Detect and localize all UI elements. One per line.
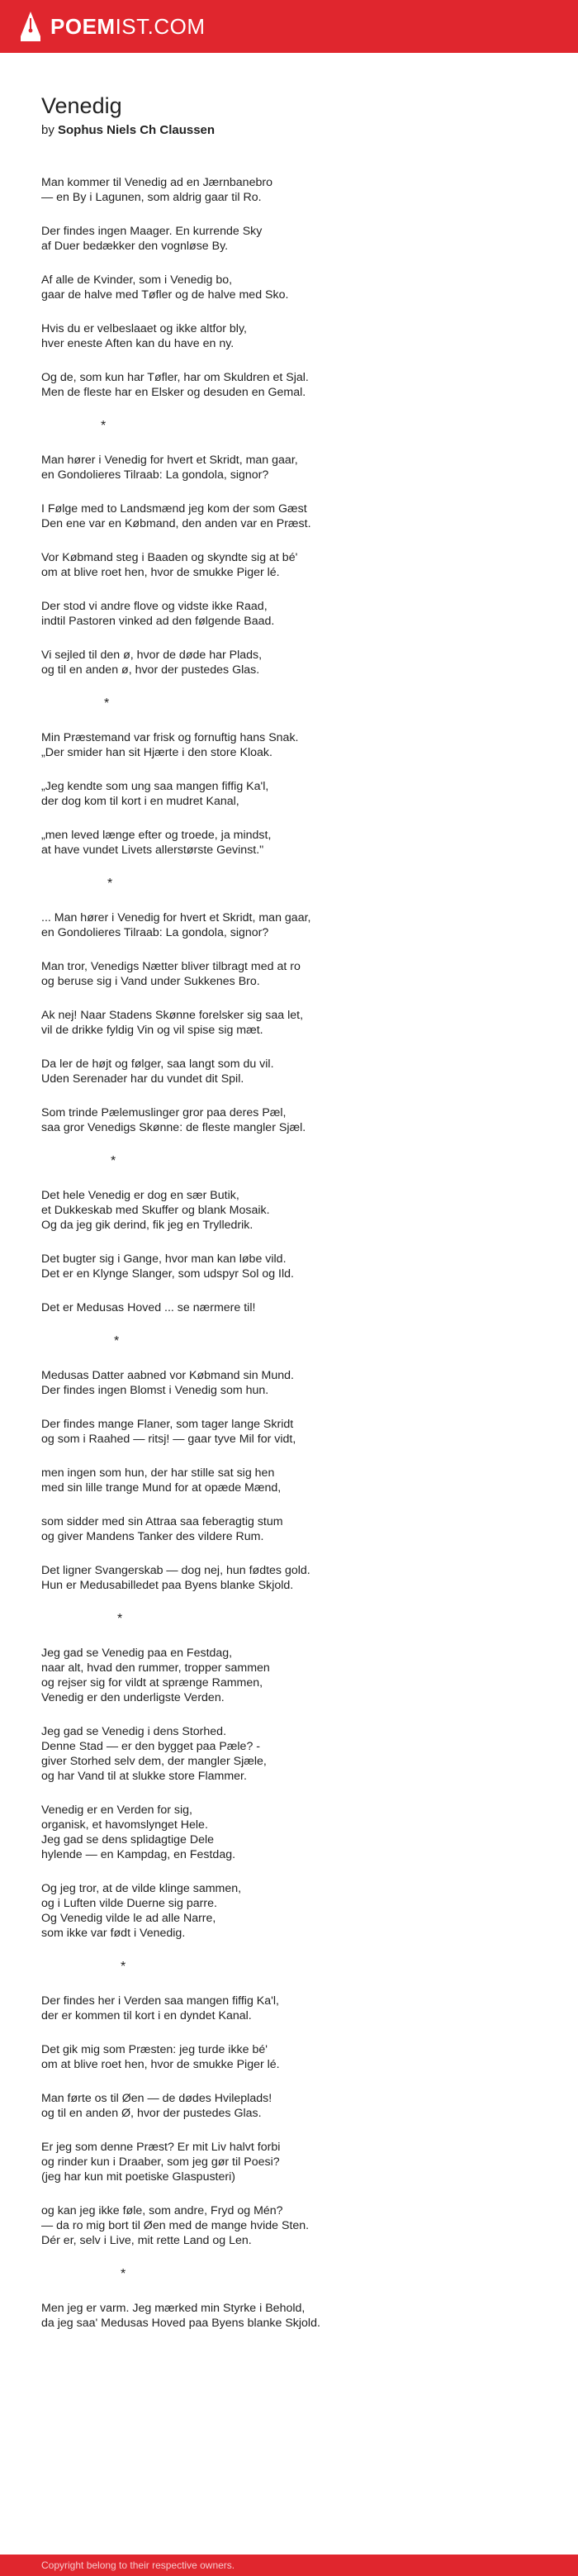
poem-line: og i Luften vilde Duerne sig parre.	[41, 1897, 217, 1910]
section-divider: *	[117, 1612, 123, 1626]
stanza	[41, 2091, 537, 2121]
poem-line: Der findes ingen Blomst i Venedig som hun.	[41, 1384, 269, 1397]
poem-line: hver eneste Aften kan du have en ny.	[41, 337, 235, 350]
poem-line: Da ler de højt og følger, saa langt som du vil.	[41, 1057, 274, 1071]
stanza	[41, 1514, 537, 1544]
poem-line: og har Vand til at slukke store Flammer.	[41, 1770, 247, 1783]
poem-line: „Der smider han sit Hjærte i den store Kloak.	[41, 746, 272, 759]
poem-line: Det er Medusas Hoved ... se nærmere til!	[41, 1301, 256, 1314]
poem-line: og som i Raahed — ritsj! — gaar tyve Mil for vidt,	[41, 1433, 296, 1446]
poem-line: Jeg gad se Venedig i dens Storhed.	[41, 1725, 227, 1738]
poem-line: — da ro mig bort til Øen med de mange hvide Sten.	[41, 2219, 310, 2232]
byline	[41, 122, 537, 139]
site-header	[0, 0, 578, 53]
poem-line: af Duer bedækker den vognløse By.	[41, 240, 229, 253]
poem-line: med sin lille trange Mund for at opæde Mænd,	[41, 1481, 282, 1495]
stanza	[41, 1105, 537, 1135]
poem-line: som ikke var født i Venedig.	[41, 1927, 186, 1940]
poem-line: Der stod vi andre flove og vidste ikke Raad,	[41, 600, 268, 613]
stanza	[41, 959, 537, 989]
poem-line: Hun er Medusabilledet paa Byens blanke Skjold.	[41, 1579, 294, 1592]
stanza	[41, 2042, 537, 2072]
poem-line: Venedig er en Verden for sig,	[41, 1804, 192, 1817]
stanza	[41, 2140, 537, 2184]
poem-line: og til en anden Ø, hvor der pustedes Glas.	[41, 2107, 262, 2120]
poem-line: Ak nej! Naar Stadens Skønne forelsker sig saa let,	[41, 1009, 304, 1022]
stanza	[41, 910, 537, 940]
stanza	[41, 321, 537, 351]
logo-bold-text: POEM	[50, 14, 116, 39]
stanza	[41, 1252, 537, 1281]
poem-line: om at blive roet hen, hvor de smukke Piger lé.	[41, 2058, 280, 2071]
poem-line: vil de drikke fyldig Vin og vil spise sig mæt.	[41, 1024, 263, 1037]
poem-line: Man hører i Venedig for hvert et Skridt, man gaar,	[41, 454, 298, 467]
poem-line: indtil Pastoren vinked ad den følgende Baad.	[41, 615, 275, 628]
poem-line: og rinder kun i Draaber, som jeg gør til Poesi?	[41, 2155, 280, 2169]
poem-line: Af alle de Kvinder, som i Venedig bo,	[41, 273, 233, 287]
poem-line: Der findes mange Flaner, som tager lange Skridt	[41, 1418, 294, 1431]
poem-line: ... Man hører i Venedig for hvert et Skridt, man gaar,	[41, 911, 311, 924]
stanza	[41, 273, 537, 302]
poem-line: en Gondolieres Tilraab: La gondola, signor?	[41, 926, 269, 939]
poem-line: — en By i Lagunen, som aldrig gaar til Ro.	[41, 191, 262, 204]
stanza	[41, 1646, 537, 1705]
poem-line: Og Venedig vilde le ad alle Narre,	[41, 1912, 216, 1925]
poem-line: en Gondolieres Tilraab: La gondola, signor?	[41, 468, 269, 482]
poem-line: Det gik mig som Præsten: jeg turde ikke bé'	[41, 2043, 268, 2056]
poem-line: og giver Mandens Tanker des vildere Rum.	[41, 1530, 264, 1543]
stanza	[41, 828, 537, 858]
poem-line: Men de fleste har en Elsker og desuden en Gemal.	[41, 386, 306, 399]
poem-line: Det er en Klynge Slanger, som udspyr Sol og Ild.	[41, 1267, 294, 1281]
stanza	[41, 501, 537, 531]
poem-line: Uden Serenader har du vundet dit Spil.	[41, 1072, 244, 1086]
poem-content	[41, 93, 537, 2350]
poem-line: Vor Købmand steg i Baaden og skyndte sig at bé'	[41, 551, 298, 564]
poem-line: og beruse sig i Vand under Sukkenes Bro.	[41, 975, 260, 988]
poem-line: Man førte os til Øen — de dødes Hvileplads!	[41, 2092, 272, 2105]
stanza	[41, 1188, 537, 1233]
copyright-text: Copyright belong to their respective owners.	[41, 2559, 235, 2571]
poem-line: og til en anden ø, hvor der pustedes Glas.	[41, 663, 260, 677]
poem-line: Men jeg er varm. Jeg mærked min Styrke i Behold,	[41, 2302, 306, 2315]
stanza	[41, 1417, 537, 1447]
poem-line: Jeg gad se dens splidagtige Dele	[41, 1833, 215, 1846]
pen-nib-icon[interactable]	[18, 11, 43, 42]
poem-line: Det bugter sig i Gange, hvor man kan løbe vild.	[41, 1252, 287, 1266]
section-divider: *	[121, 2267, 126, 2281]
poem-line: „Jeg kendte som ung saa mangen fiffig Ka'l,	[41, 780, 269, 793]
stanza	[41, 1466, 537, 1495]
poem-line: Man kommer til Venedig ad en Jærnbanebro	[41, 176, 272, 189]
section-divider: *	[107, 877, 113, 891]
stanza	[41, 779, 537, 809]
poem-line: Det ligner Svangerskab — dog nej, hun fødtes gold.	[41, 1564, 310, 1577]
section-divider: *	[121, 1960, 126, 1974]
by-label: by	[41, 123, 54, 137]
poem-line: der er kommen til kort i en dyndet Kanal.	[41, 2009, 252, 2022]
poem-line: Der findes ingen Maager. En kurrende Sky	[41, 225, 263, 238]
poem-line: hylende — en Kampdag, en Festdag.	[41, 1848, 236, 1861]
poem-line: Er jeg som denne Præst? Er mit Liv halvt forbi	[41, 2141, 281, 2154]
stanza	[41, 453, 537, 482]
poem-line: Dér er, selv i Live, mit rette Land og Len.	[41, 2234, 252, 2247]
poem-line: Jeg gad se Venedig paa en Festdag,	[41, 1647, 233, 1660]
stanza	[41, 370, 537, 400]
site-logo[interactable]	[50, 16, 206, 37]
poem-line: Og de, som kun har Tøfler, har om Skuldren et Sjal.	[41, 371, 309, 384]
poem-line: giver Storhed selv dem, der mangler Sjæle,	[41, 1755, 267, 1768]
poem-line: saa gror Venedigs Skønne: de fleste mangler Sjæl.	[41, 1121, 306, 1134]
stanza	[41, 1300, 537, 1315]
stanza	[41, 648, 537, 677]
poem-line: Der findes her i Verden saa mangen fiffig Ka'l,	[41, 1994, 279, 2008]
stanza	[41, 224, 537, 254]
stanza	[41, 730, 537, 760]
stanza	[41, 1057, 537, 1086]
stanza	[41, 1563, 537, 1593]
section-divider: *	[101, 419, 107, 433]
stanza	[41, 599, 537, 629]
section-divider: *	[104, 696, 110, 711]
poem-line: Man tror, Venedigs Nætter bliver tilbragt med at ro	[41, 960, 301, 973]
poem-line: der dog kom til kort i en mudret Kanal,	[41, 795, 239, 808]
poem-line: organisk, et havomslynget Hele.	[41, 1818, 208, 1832]
section-divider: *	[111, 1154, 116, 1168]
poem-line: og kan jeg ikke føle, som andre, Fryd og Mén?	[41, 2204, 283, 2217]
poem-line: Den ene var en Købmand, den anden var en Præst.	[41, 517, 311, 530]
poem-line: naar alt, hvad den rummer, tropper sammen	[41, 1661, 270, 1675]
stanza	[41, 2203, 537, 2248]
stanza	[41, 1881, 537, 1941]
stanza	[41, 2301, 537, 2331]
logo-light-text: IST.COM	[115, 14, 206, 39]
poem-title: Venedig	[41, 93, 122, 118]
poem-line: men ingen som hun, der har stille sat sig hen	[41, 1466, 275, 1480]
poem-line: og rejser sig for vildt at sprænge Rammen,	[41, 1676, 263, 1690]
poem-line: (jeg har kun mit poetiske Glaspusteri)	[41, 2170, 235, 2184]
poem-line: om at blive roet hen, hvor de smukke Piger lé.	[41, 566, 280, 579]
stanza	[41, 1803, 537, 1862]
stanza	[41, 550, 537, 580]
poem-line: Venedig er den underligste Verden.	[41, 1691, 225, 1704]
poem-line: I Følge med to Landsmænd jeg kom der som Gæst	[41, 502, 307, 516]
section-divider: *	[114, 1334, 120, 1348]
poem-line: Det hele Venedig er dog en sær Butik,	[41, 1189, 239, 1202]
stanza	[41, 1008, 537, 1038]
poem-line: Og da jeg gik derind, fik jeg en Trylledrik.	[41, 1219, 253, 1232]
stanza	[41, 175, 537, 205]
poem-line: gaar de halve med Tøfler og de halve med Sko.	[41, 288, 289, 302]
author-name[interactable]: Sophus Niels Ch Claussen	[58, 123, 216, 137]
stanza	[41, 1994, 537, 2023]
poem-line: at have vundet Livets allerstørste Gevinst."	[41, 844, 264, 857]
poem-body	[41, 175, 537, 2331]
poem-line: som sidder med sin Attraa saa feberagtig stum	[41, 1515, 283, 1528]
stanza	[41, 1368, 537, 1398]
poem-line: et Dukkeskab med Skuffer og blank Mosaik.	[41, 1204, 270, 1217]
poem-line: Denne Stad — er den bygget paa Pæle? -	[41, 1740, 261, 1753]
poem-line: „men leved længe efter og troede, ja mindst,	[41, 829, 272, 842]
poem-line: Og jeg tror, at de vilde klinge sammen,	[41, 1882, 242, 1895]
poem-line: da jeg saa' Medusas Hoved paa Byens blanke Skjold.	[41, 2317, 320, 2330]
poem-line: Vi sejled til den ø, hvor de døde har Plads,	[41, 649, 263, 662]
poem-line: Som trinde Pælemuslinger gror paa deres Pæl,	[41, 1106, 287, 1119]
site-footer	[0, 2555, 578, 2576]
poem-line: Min Præstemand var frisk og fornuftig hans Snak.	[41, 731, 299, 744]
poem-line: Hvis du er velbeslaaet og ikke altfor bly,	[41, 322, 247, 335]
stanza	[41, 1724, 537, 1784]
poem-line: Medusas Datter aabned vor Købmand sin Mund.	[41, 1369, 294, 1382]
